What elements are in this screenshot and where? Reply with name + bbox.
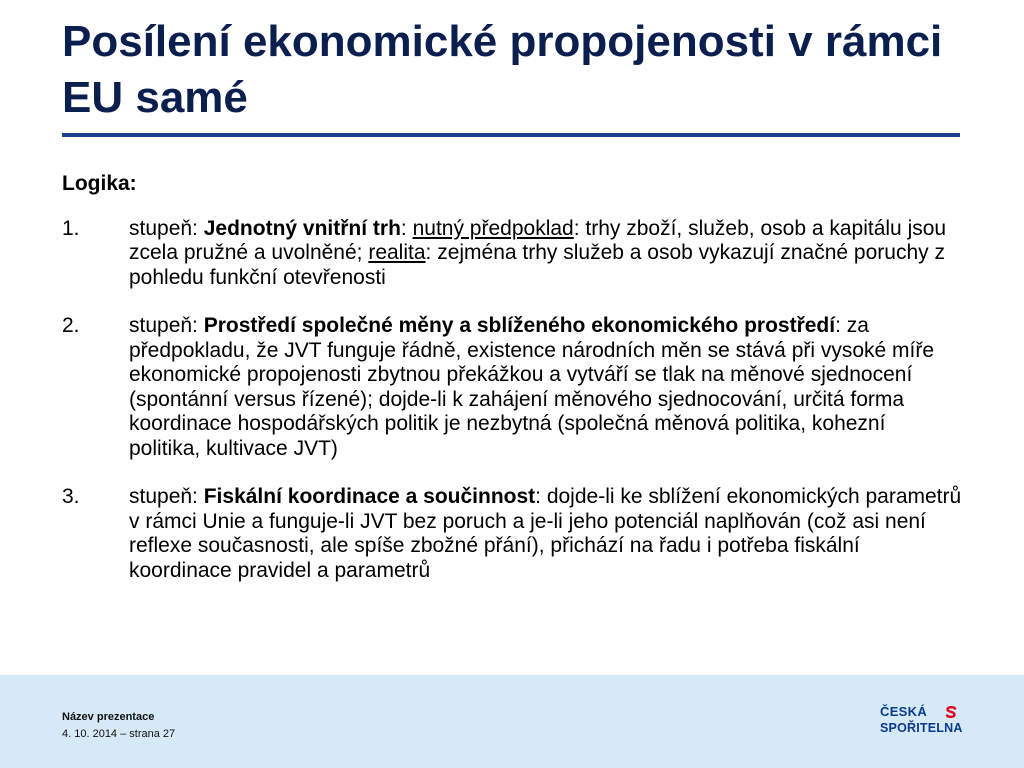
item-body: : dojde-li ke sblížení ekonomických parametrů v rámci Unie a funguje-li JVT bez poruch a je-li jeho potenciál naplňován (což asi není reflexe současnosti, ale spíše zbožné přání), přichází na řadu i potřeba fiskální koordinace pravidel a parametrů: [129, 485, 962, 582]
underlined-term: nutný předpoklad: [412, 216, 574, 240]
list-item: [62, 314, 962, 461]
slide-footer: [0, 675, 1024, 768]
logo-text-line1: ČESKÁ: [880, 704, 928, 719]
underlined-term: realita: [368, 241, 426, 264]
item-number: 1.: [62, 216, 80, 240]
item-text: [129, 314, 962, 461]
slide-title: Posílení ekonomické propojenosti v rámci EU samé: [62, 17, 943, 122]
ceska-sporitelna-logo: [880, 704, 963, 740]
item-number: 3.: [62, 485, 80, 508]
list-item: [62, 217, 962, 291]
logic-label: Logika:: [62, 172, 137, 195]
item-body: : za předpokladu, že JVT funguje řádně, existence národních měn se stává při vysoké míře ekonomické propojenosti zbytnou překážkou a vytváří se tlak na měnové sjednocení (spontánní versus řízené); dojde-li k zahájení měnového sjednocování, určitá forma koordinace hospodářských politik je nezbytná (společná měnová politika, kohezní politika, kultivace JVT): [129, 314, 935, 460]
item-number: 2.: [62, 314, 80, 337]
item-heading: Jednotný vnitřní trh: [203, 216, 401, 240]
logo-text-line2: SPOŘITELNA: [880, 721, 963, 735]
presentation-name: Název prezentace: [62, 711, 155, 723]
item-text: [129, 217, 962, 291]
item-prefix: stupeň:: [129, 314, 204, 337]
item-prefix: stupeň:: [129, 216, 204, 240]
list-item: [62, 485, 962, 583]
item-text: [129, 485, 962, 583]
date-and-page: 4. 10. 2014 – strana 27: [62, 728, 176, 740]
logo-s-mark-icon: [944, 705, 958, 719]
item-heading: Fiskální koordinace a součinnost: [203, 485, 536, 508]
item-prefix: stupeň:: [129, 485, 204, 508]
item-body: : trhy zboží, služeb, osob a kapitálu jsou zcela pružné a uvolněné;: [129, 216, 947, 264]
slide-body: [62, 172, 962, 607]
title-divider: [62, 133, 960, 137]
item-separator: :: [400, 216, 413, 240]
item-body: : zejména trhy služeb a osob vykazují značné poruchy z pohledu funkční otevřenosti: [129, 241, 945, 289]
item-heading: Prostředí společné měny a sblíženého ekonomického prostředí: [203, 314, 836, 337]
